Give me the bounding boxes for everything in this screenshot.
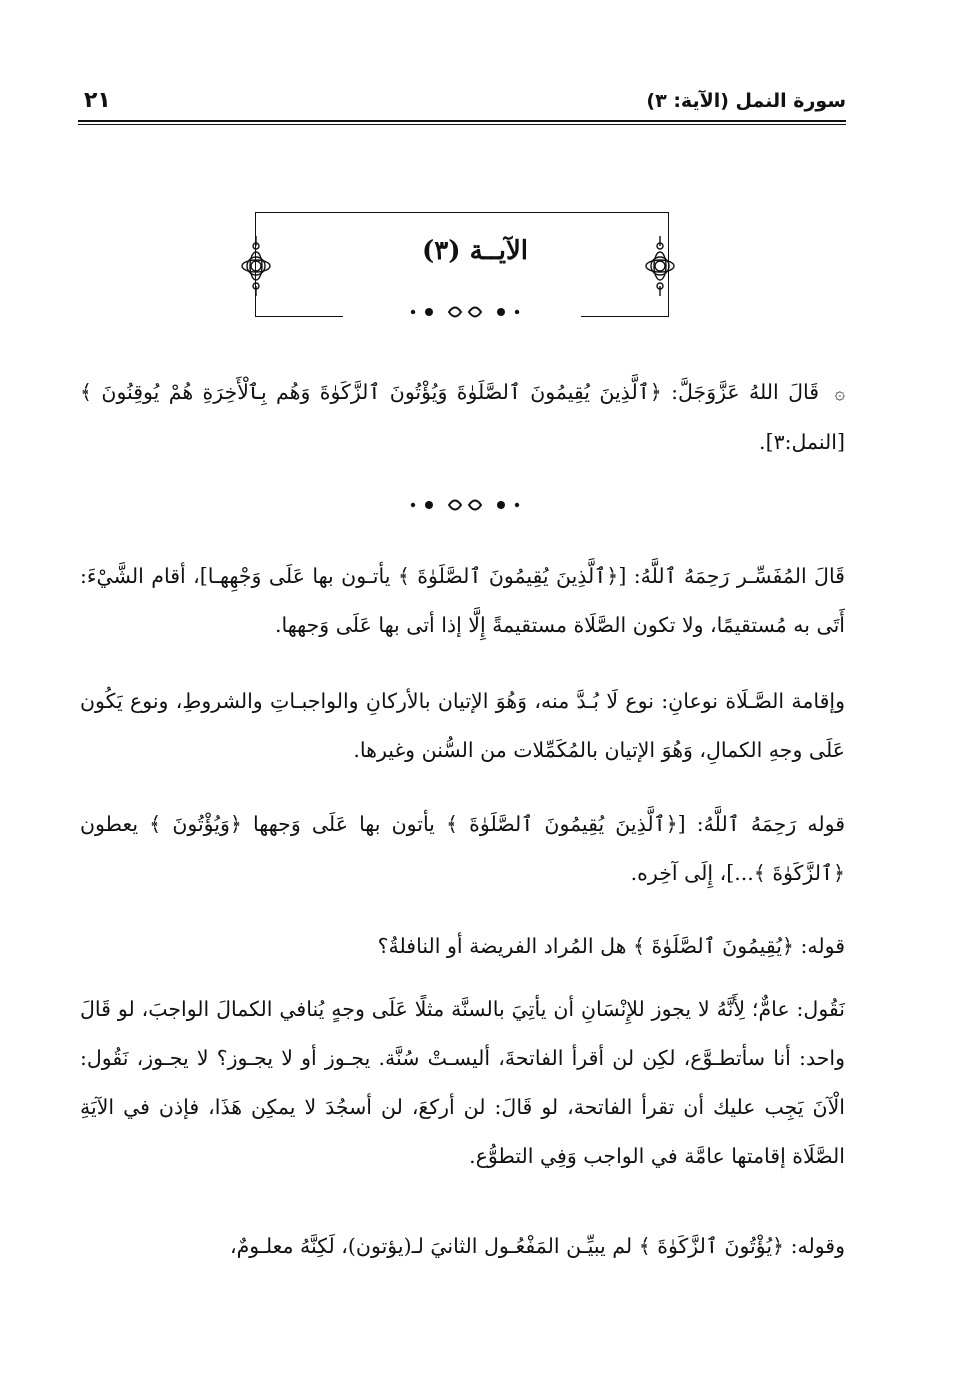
knot-ornament-icon	[644, 232, 676, 300]
knot-ornament-icon	[240, 232, 272, 300]
verse-bullet: ۞	[834, 383, 845, 404]
ayah-frame-bottom-left	[255, 316, 343, 317]
running-title: سورة النمل (الآية: ٣)	[646, 90, 846, 112]
page-number: ٢١	[84, 88, 111, 113]
ayah-title: الآيــة (٣)	[421, 236, 529, 266]
running-header	[78, 88, 846, 124]
ayah-frame-top	[255, 212, 669, 213]
dots-ornament-icon	[405, 302, 525, 322]
commentary-paragraph: نَقُول: عامٌّ؛ لِأَنَّهُ لا يجوز للإِنْسَانِ أن يأتِيَ بالسنَّة مثلًا عَلَى وجهٍ يُنافي الكمالَ الواجبَ، لو قَالَ واحد: أنا سأتطـوَّع، لكِن لن أقرأ الفاتحةَ، أليسـتْ سُنَّة. يجـوز أو لا يجـوز؟ لا يجـوز، نَقُول: الْآنَ يَجِب عليك أن تقرأ الفاتحة، لو قَالَ: لن أركعَ، لن أسجُدَ لا يمكِن هَذَا، فإذن في الآيَةِ الصَّلَاة إقامتها عامَّة في الواجب وَفِي التطوُّع.	[80, 997, 845, 1168]
header-rule	[78, 120, 846, 122]
commentary-paragraph: قوله: ﴿يُقِيمُونَ ٱلصَّلَوٰةَ ﴾ هل المُراد الفريضة أو النافلةُ؟	[377, 934, 845, 958]
ayah-frame-bottom-right	[581, 316, 669, 317]
commentary-paragraph: وإقامة الصَّـلَاة نوعانِ: نوع لَا بُـدَّ منه، وَهُوَ الإتيان بالأركانِ والواجبـاتِ والشروطِ، ونوع يَكُون عَلَى وجهِ الكمالِ، وَهُوَ الإتيان بالمُكَمِّلات من السُّنن وغيرها.	[80, 689, 845, 762]
dots-ornament-icon	[405, 495, 525, 515]
verse-text: قَالَ اللهُ عَزَّوَجَلَّ: ﴿ٱلَّذِينَ يُقِيمُونَ ٱلصَّلَوٰةَ وَيُؤْتُونَ ٱلزَّكَوٰةَ وَهُم بِٱلْأَخِرَةِ هُمْ يُوقِنُونَ ﴾ [النمل:٣].	[80, 380, 845, 454]
commentary-paragraph: قَالَ المُفَسِّـر رَحِمَهُ ٱللَّهُ: [﴿ٱلَّذِينَ يُقِيمُونَ ٱلصَّلَوٰةَ ﴾ يأتـون بها عَلَى وَجْهِهـا]، أقام الشَّيْءَ: أَتَى به مُستقيمًا، ولا تكون الصَّلَاة مستقيمةً إِلَّا إذا أتى بها عَلَى وَجهها.	[80, 564, 845, 637]
commentary-paragraph: وقوله: ﴿يُؤْتُونَ ٱلزَّكَوٰةَ ﴾ لم يبيِّـن المَفْعُـول الثانيَ لـ(يؤتون)، لَكِنَّهُ معلـومٌ،	[229, 1234, 845, 1258]
verse-paragraph	[80, 368, 845, 467]
header-rule-thin	[78, 124, 846, 125]
commentary-paragraph: قوله رَحِمَهُ ٱللَّهُ: [﴿ٱلَّذِينَ يُقِيمُونَ ٱلصَّلَوٰةَ ﴾ يأتون بها عَلَى وَجهها ﴿وَيُؤْتُونَ ﴾ يعطون ﴿ٱلزَّكَوٰةَ ﴾...]، إِلَى آخِره.	[80, 812, 845, 885]
